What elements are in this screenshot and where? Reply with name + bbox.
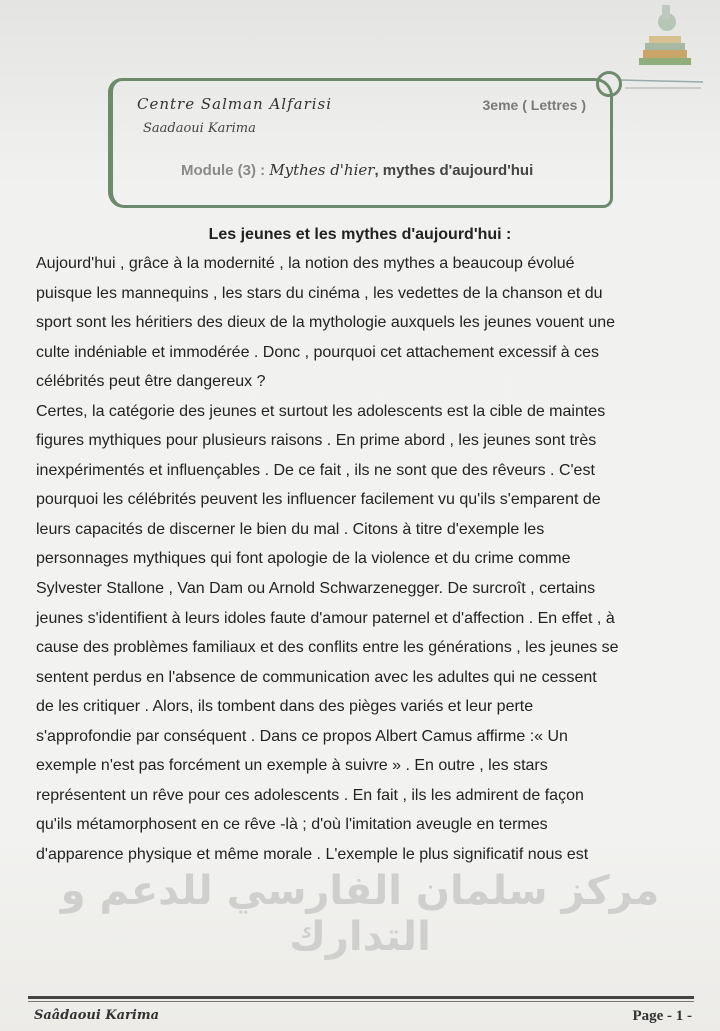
text-line: de les critiquer . Alors, ils tombent dans des pièges variés et leur perte [36, 698, 534, 716]
text-line: personnages mythiques qui font apologie de la violence et du crime comme [36, 550, 571, 568]
body-text [36, 249, 676, 869]
text-line: pourquoi les célébrités peuvent les influencer facilement vu qu'ils s'emparent de [36, 491, 601, 509]
text-line: figures mythiques pour plusieurs raisons . En prime abord , les jeunes sont très [36, 432, 597, 450]
text-line: célébrités peut être dangereux ? [36, 373, 266, 391]
header-box [108, 78, 613, 208]
text-line: culte indéniable et immodérée . Donc , pourquoi cet attachement excessif à ces [36, 343, 599, 361]
school-name-handwritten: Centre Salman Alfarisi [137, 95, 333, 113]
footer-author: Saâdaoui Karima [34, 1008, 160, 1023]
arabic-watermark: مركز سلمان الفارسي للدعم و التدارك [60, 868, 660, 960]
footer-divider-thin [28, 1001, 694, 1002]
text-line: Sylvester Stallone , Van Dam ou Arnold Schwarzenegger. De surcroît , certains [36, 580, 596, 598]
text-line: inexpérimentés et influençables . De ce fait , ils ne sont que des rêveurs . C'est [36, 461, 595, 479]
book-stack-logo [615, 0, 705, 92]
module-title [181, 161, 533, 179]
text-line: jeunes s'identifient à leurs idoles faute d'amour paternel et d'affection . En effet , à [36, 609, 615, 627]
scroll-curl-decoration [596, 71, 622, 97]
document-title: Les jeunes et les mythes d'aujourd'hui : [208, 226, 512, 243]
text-line: sport sont les héritiers des dieux de la mythologie auxquels les jeunes vouent une [36, 314, 616, 332]
class-level: 3eme ( Lettres ) [482, 97, 586, 113]
text-line: puisque les mannequins , les stars du cinéma , les vedettes de la chanson et du [36, 284, 603, 302]
text-line: s'approfondie par conséquent . Dans ce propos Albert Camus affirme :« Un [36, 727, 568, 745]
footer-divider [28, 996, 694, 999]
text-line: qu'ils métamorphosent en ce rêve -là ; d'où l'imitation aveugle en termes [36, 816, 548, 834]
text-line: Aujourd'hui , grâce à la modernité , la notion des mythes a beaucoup évolué [36, 255, 575, 272]
text-line: sentent perdus en l'absence de communication avec les adultes qui ne cessent [36, 668, 597, 686]
teacher-name-handwritten: Saadaoui Karima [143, 121, 256, 136]
text-line: Certes, la catégorie des jeunes et surtout les adolescents est la cible de maintes [36, 402, 606, 420]
module-suffix: , mythes d'aujourd'hui [374, 162, 534, 179]
module-prefix: Module (3) : [181, 162, 266, 179]
module-handwritten: Mythes d'hier [269, 161, 375, 179]
text-line: exemple n'est pas forcément un exemple à suivre » . En outre , les stars [36, 757, 548, 775]
page-number: Page - 1 - [632, 1008, 692, 1024]
text-line: représentent un rêve pour ces adolescents . En fait , ils les admirent de façon [36, 786, 584, 804]
text-line: leurs capacités de discerner le bien du mal . Citons à titre d'exemple les [36, 520, 545, 538]
text-line: cause des problèmes familiaux et des conflits entre les générations , les jeunes se [36, 639, 619, 657]
text-line: d'apparence physique et même morale . L'exemple le plus significatif nous est [36, 845, 589, 863]
